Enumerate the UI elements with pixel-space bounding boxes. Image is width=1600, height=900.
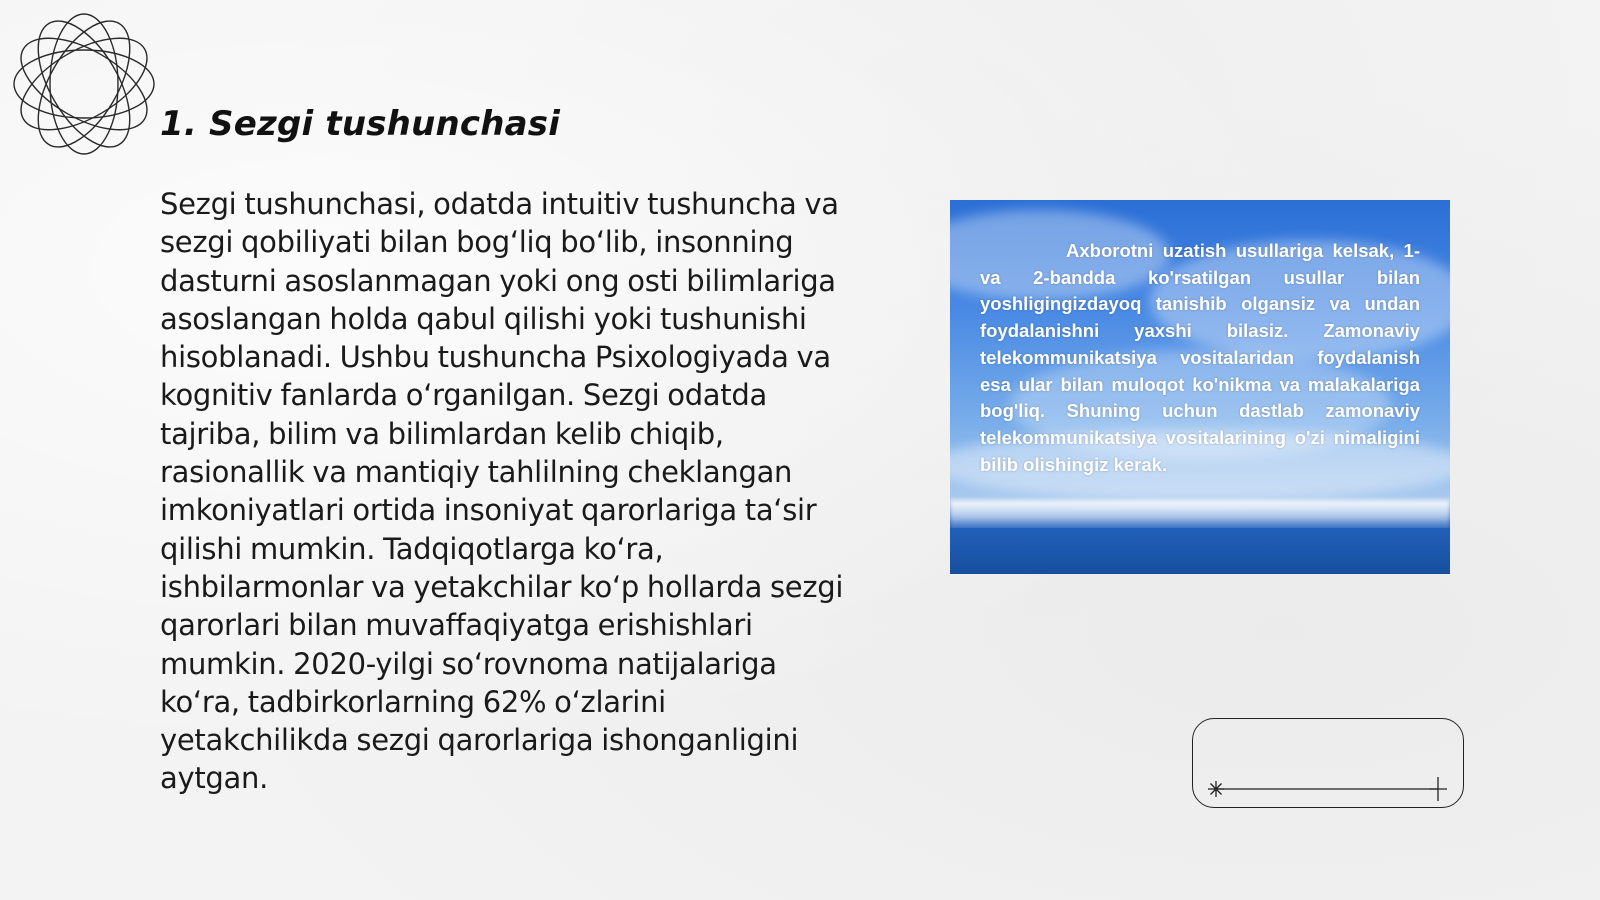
horizon-clouds: [950, 500, 1450, 530]
orbit-rings-icon: [10, 10, 158, 158]
timeline-graphic: [1193, 719, 1465, 809]
sky-image-panel: [950, 200, 1450, 574]
slide-title: 1. Sezgi tushunchasi: [160, 104, 561, 144]
decorative-timeline-box: [1192, 718, 1464, 808]
image-caption-text: Axborotni uzatish usullariga kelsak, 1-va 2-bandda ko'rsatilgan usullar bilan yoshligingizdayoq tanishib olgansiz va undan foydalanishni yaxshi bilasiz. Zamonaviy telekommunikatsiya vositalaridan foydalanish esa ular bilan muloqot ko'nikma va malakalariga bog'liq. Shuning uchun dastlab zamonaviy telekommunikatsiya vositalarining o'zi nimaligini bilib olishingiz kerak.: [980, 240, 1420, 475]
plus-icon: [1429, 777, 1447, 801]
sea-strip: [950, 528, 1450, 574]
sparkle-icon: [1208, 781, 1224, 797]
slide-body-text: Sezgi tushunchasi, odatda intuitiv tushuncha va sezgi qobiliyati bilan bog‘liq bo‘lib, insonning dasturni asoslanmagan yoki ong osti bilimlariga asoslangan holda qabul qilishi yoki tushunishi hisoblanadi. Ushbu tushuncha Psixologiyada va kognitiv fanlarda o‘rganilgan. Sezgi odatda tajriba, bilim va bilimlardan kelib chiqib, rasionallik va mantiqiy tahlilning cheklangan imkoniyatlari ortida insoniyat qarorlariga ta‘sir qilishi mumkin. Tadqiqotlarga ko‘ra, ishbilarmonlar va yetakchilar ko‘p hollarda sezgi qarorlari bilan muvaffaqiyatga erishishlari mumkin. 2020-yilgi so‘rovnoma natijalariga ko‘ra, tadbirkorlarning 62% o‘zlarini yetakchilikda sezgi qarorlariga ishonganligini aytgan.: [160, 187, 844, 796]
